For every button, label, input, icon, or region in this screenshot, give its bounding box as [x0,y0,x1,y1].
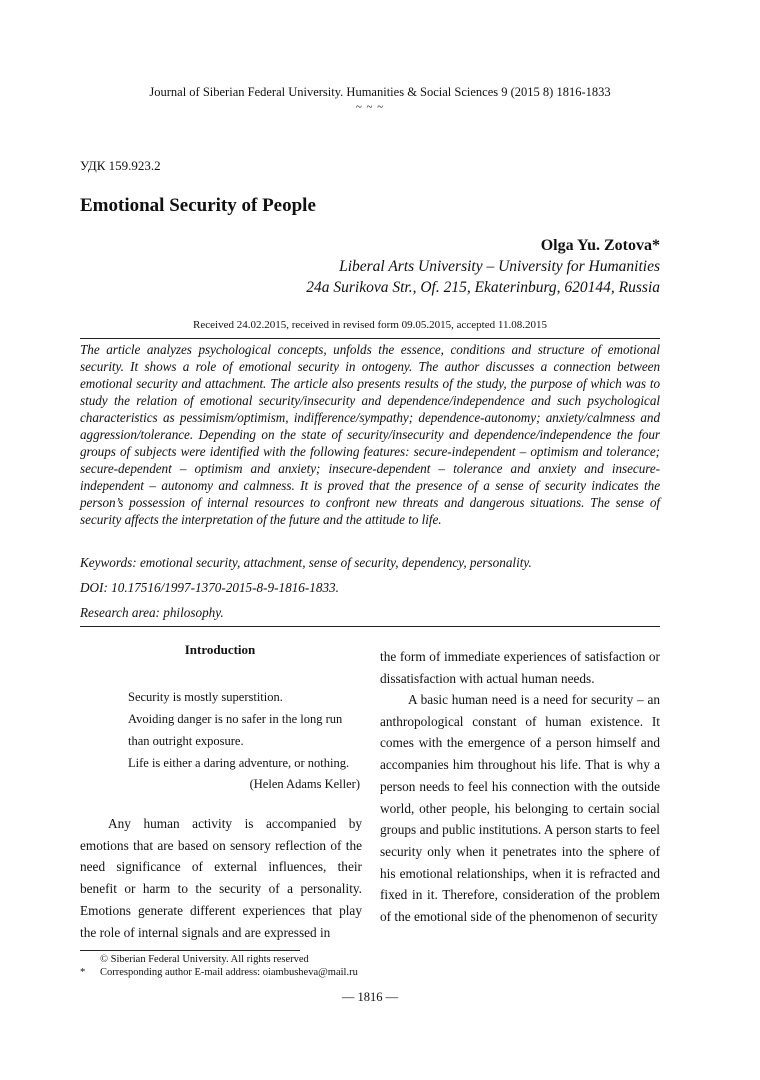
epigraph-author: (Helen Adams Keller) [249,777,360,791]
page-number: — 1816 — [341,990,399,1004]
epigraph-line: Avoiding danger is no safer in the long run [128,712,343,726]
research-area: Research area: philosophy. [80,605,224,620]
author-name: Olga Yu. Zotova* [540,237,660,254]
section-heading-introduction: Introduction [184,642,256,657]
doi: DOI: 10.17516/1997-1370-2015-8-9-1816-1833. [80,580,339,595]
received-dates: Received 24.02.2015, received in revised form 09.05.2015, accepted 11.08.2015 [193,319,547,331]
footnote-marker: * [80,967,86,978]
abstract: The article analyzes psychological concepts, unfolds the essence, conditions and structure of emotional security. It shows a role of emotional security in ontogeny. The author discusses a connection between emotional security and attachment. The article also presents results of the study, the purpose of which was to study the relation of emotional security/insecurity and dependence/independence and such psychological characteristics as pessimism/optimism, indifference/sympathy; dependence-autonomy; anxiety/calmness and aggression/tolerance. Depending on the state of security/insecurity and dependence/independence the four groups of subjects were identified with the following features: secure-independent – optimism and tolerance; secure-dependent – optimism and anxiety; insecure-dependent – tolerance and anxiety and insecure-independent – autonomy and calmness. It is proved that the presence of a sense of security indicates the person’s possession of internal resources to confront new threats and dangerous situations. The sense of security affects the interpretation of the future and the attitude to life. [80,342,660,527]
footnote-corresponding-author: Corresponding author E-mail address: oiambusheva@mail.ru [100,967,358,978]
journal-header: Journal of Siberian Federal University. Humanities & Social Sciences 9 (2015 8) 1816-1833 [149,85,611,99]
footnote-rule [80,950,300,951]
epigraph-line: Life is either a daring adventure, or nothing. [128,756,350,770]
footnote-copyright: © Siberian Federal University. All rights reserved [100,954,309,965]
header-ornament: ~ ~ ~ [355,101,385,113]
keywords: Keywords: emotional security, attachment, sense of security, dependency, personality. [80,555,532,570]
article-title: Emotional Security of People [80,195,316,216]
epigraph-line: Security is mostly superstition. [128,690,283,704]
udc-code: УДК 159.923.2 [80,158,161,173]
body-paragraph-left: Any human activity is accompanied by emotions that are based on sensory reflection of the need significance of external influences, their benefit or harm to the security of a personality. Emotions generate different experiences that play the role of internal signals and are expressed in [80,816,362,940]
abstract-top-rule [80,338,660,339]
body-paragraph-right: A basic human need is a need for security – an anthropological constant of human existence. It comes with the emergence of a person himself and accompanies him throughout his life. That is why a person needs to feel his connection with the outside world, other people, his belonging to certain social groups and public institutions. A person starts to feel security only when it penetrates into the sphere of his emotional relationships, when it is refracted and fixed in it. Therefore, consideration of the problem of the emotional side of the phenomenon of security [380,692,660,925]
epigraph-line: than outright exposure. [128,734,244,748]
author-address: 24a Surikova Str., Of. 215, Ekaterinburg, 620144, Russia [306,279,660,296]
author-affiliation: Liberal Arts University – University for Humanities [339,258,660,275]
abstract-bottom-rule [80,626,660,627]
body-paragraph-right-continuation: the form of immediate experiences of satisfaction or dissatisfaction with actual human needs. [380,649,660,686]
